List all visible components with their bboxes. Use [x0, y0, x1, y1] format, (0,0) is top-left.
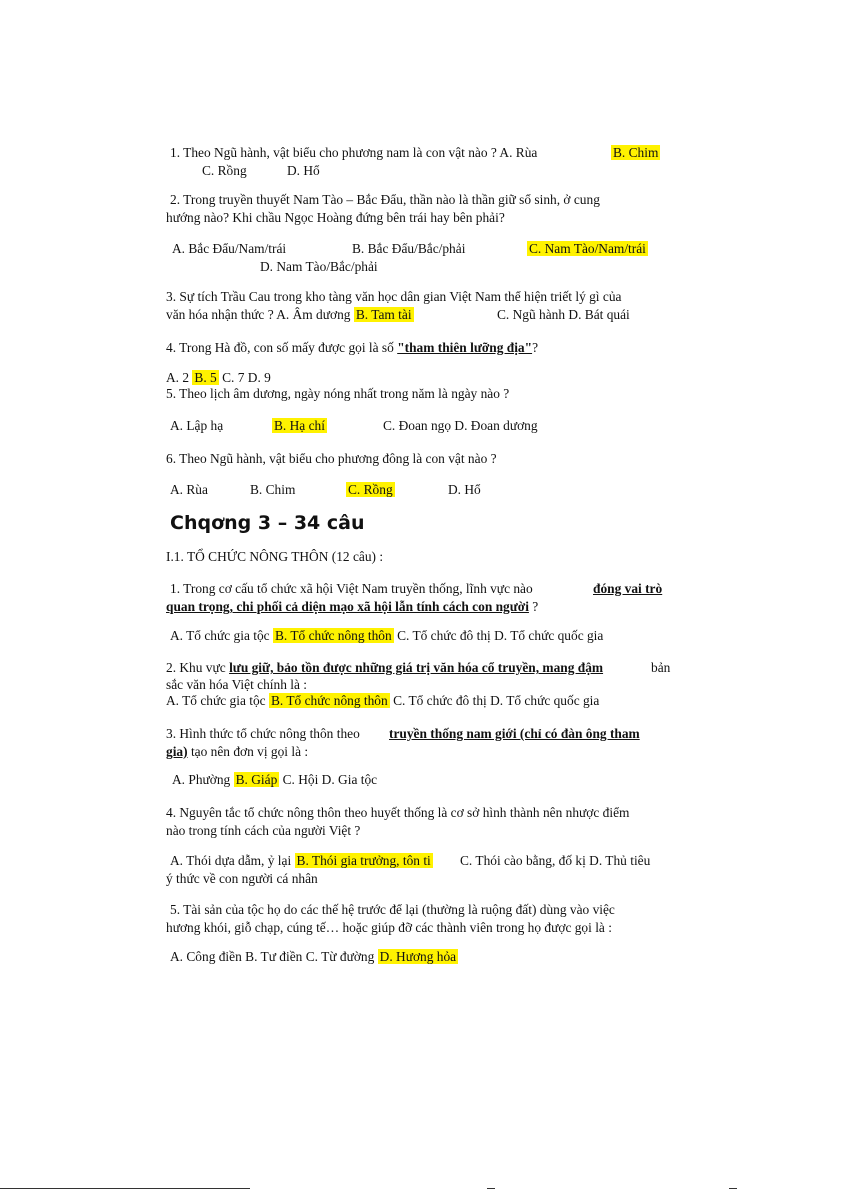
- question-3-line-2: [166, 306, 414, 324]
- option-rest: A. Công điền B. Tư điền C. Từ đường: [170, 949, 375, 964]
- option-d: D. Hổ: [448, 482, 481, 497]
- section-question-3-text: 3. Hình thức tổ chức nông thôn theo: [166, 726, 360, 741]
- section-question-4-line-2: [166, 822, 360, 840]
- question-2-option-b: [352, 240, 465, 258]
- option-rest: C. Hội D. Gia tộc: [282, 772, 378, 787]
- footer-mark: [487, 1188, 495, 1189]
- answer-highlight: B. Hạ chí: [274, 418, 325, 433]
- option-a: A. Lập hạ: [170, 418, 224, 433]
- section-question-5-options: [170, 948, 458, 966]
- option-a: A. Rùa: [170, 482, 208, 497]
- answer-highlight: B. Giáp: [235, 772, 278, 787]
- question-3-line-1: [166, 288, 621, 306]
- section-question-2-end: [651, 659, 670, 677]
- option-rest: C. 7 D. 9: [222, 370, 271, 385]
- section-question-2-text: 2. Khu vực: [166, 660, 226, 675]
- option-a: A. Tổ chức gia tộc: [166, 693, 266, 708]
- question-1-option-d: [287, 162, 320, 180]
- option-b: B. Bắc Đẩu/Bắc/phải: [352, 241, 466, 256]
- option-b: B. Chim: [250, 482, 296, 497]
- option-a: A. Thói dựa dẫm, ỷ lại: [170, 853, 292, 868]
- section-question-4-rest: [460, 852, 650, 870]
- emphasis: truyền thống nam giới (chỉ có đàn ông tham: [389, 726, 640, 741]
- section-question-3: [166, 725, 360, 743]
- question-2-answer: [527, 240, 648, 258]
- footer-mark: [729, 1188, 737, 1189]
- section-question-5-line-1: [170, 901, 615, 919]
- option-d: D. Nam Tào/Bắc/phải: [260, 259, 378, 274]
- section-question-5-line-2: [166, 919, 612, 937]
- option-rest: C. Tổ chức đô thị D. Tổ chức quốc gia: [393, 693, 600, 708]
- emphasis: lưu giữ, bảo tồn được những giá trị văn hóa cổ truyền, mang đậm: [229, 660, 604, 675]
- answer-highlight: B. Chim: [613, 145, 659, 160]
- section-question-4-text-2: nào trong tính cách của người Việt ?: [166, 823, 361, 838]
- question-5-answer: [272, 417, 327, 435]
- question-4: [166, 339, 538, 357]
- question-5-rest: [383, 417, 538, 435]
- answer-highlight: B. Tam tài: [355, 307, 412, 322]
- question-end: ?: [532, 599, 539, 614]
- question-1-text: 1. Theo Ngũ hành, vật biểu cho phương nam là con vật nào ? A. Rùa: [170, 145, 538, 160]
- emphasis: đóng vai trò: [593, 581, 663, 596]
- question-3-text-2: văn hóa nhận thức ? A. Âm dương: [166, 307, 351, 322]
- question-1: [170, 144, 537, 162]
- section-question-3-options: [172, 771, 377, 789]
- section-question-4-text: 4. Nguyên tắc tổ chức nông thôn theo huyết thống là cơ sở hình thành nên nhược điểm: [166, 805, 630, 820]
- question-end: tạo nên đơn vị gọi là :: [190, 744, 309, 759]
- question-1-options: [202, 162, 247, 180]
- question-6-option-b: [250, 481, 295, 499]
- section-question-2: [166, 659, 603, 677]
- footer-rule: [0, 1188, 250, 1189]
- answer-highlight: B. Tổ chức nông thôn: [270, 693, 388, 708]
- option-c: C. Rồng: [202, 163, 247, 178]
- question-5-option-a: [170, 417, 223, 435]
- section-question-5-text: 5. Tài sản của tộc họ do các thế hệ trước để lại (thường là ruộng đất) dùng vào việc: [170, 902, 615, 917]
- question-6-option-d: [448, 481, 481, 499]
- answer-highlight: B. Tổ chức nông thôn: [274, 628, 392, 643]
- section-question-1-emph-1: [593, 580, 662, 598]
- section-question-1-options: [170, 627, 603, 645]
- option-rest: C. Tổ chức đô thị D. Tổ chức quốc gia: [397, 628, 604, 643]
- section-question-1-text: 1. Trong cơ cấu tổ chức xã hội Việt Nam truyền thống, lĩnh vực nào: [170, 581, 533, 596]
- answer-highlight: B. Thói gia trưởng, tôn ti: [296, 853, 431, 868]
- answer-highlight: C. Rồng: [348, 482, 393, 497]
- section-title: [166, 548, 383, 566]
- question-1-answer: [611, 144, 660, 162]
- question-end: bản: [651, 660, 671, 675]
- section-title-text: I.1. TỔ CHỨC NÔNG THÔN (12 câu) :: [166, 549, 384, 564]
- option-rest: C. Thói cào bằng, đố kị D. Thủ tiêu: [460, 853, 651, 868]
- section-question-3-emph-1: [389, 725, 640, 743]
- question-3-text: 3. Sự tích Trầu Cau trong kho tàng văn học dân gian Việt Nam thể hiện triết lý gì của: [166, 289, 622, 304]
- option-a: A. Bắc Đẩu/Nam/trái: [172, 241, 287, 256]
- question-2-line-1: [170, 191, 600, 209]
- question-2-text: 2. Trong truyền thuyết Nam Tào – Bắc Đẩu, thần nào là thần giữ sổ sinh, ở cung: [170, 192, 600, 207]
- question-6: [166, 450, 497, 468]
- question-2-text-2: hướng nào? Khi chầu Ngọc Hoàng đứng bên trái hay bên phải?: [166, 210, 505, 225]
- question-6-text: 6. Theo Ngũ hành, vật biểu cho phương đông là con vật nào ?: [166, 451, 497, 466]
- question-5: [166, 385, 509, 403]
- question-2-option-d: [260, 258, 378, 276]
- question-4-emphasis: "tham thiên lưỡng địa": [397, 340, 533, 355]
- section-question-1: [170, 580, 533, 598]
- question-6-answer: [346, 481, 395, 499]
- emphasis: gia): [166, 744, 188, 759]
- question-6-option-a: [170, 481, 208, 499]
- section-question-2-text-2: sắc văn hóa Việt chính là :: [166, 677, 307, 692]
- section-question-4-options: [170, 852, 433, 870]
- answer-highlight: B. 5: [194, 370, 217, 385]
- option-rest-continued: ý thức về con người cá nhân: [166, 871, 318, 886]
- emphasis: quan trọng, chi phối cả diện mạo xã hội lẫn tính cách con người: [166, 599, 529, 614]
- chapter-heading: Chqơng 3 – 34 câu: [170, 512, 365, 534]
- option-rest: C. Đoan ngọ D. Đoan dương: [383, 418, 538, 433]
- question-2-option-a: [172, 240, 286, 258]
- section-question-1-line-2: [166, 598, 538, 616]
- answer-highlight: C. Nam Tào/Nam/trái: [529, 241, 646, 256]
- question-3-options: C. Ngũ hành D. Bát quái: [497, 307, 630, 322]
- section-question-3-line-2: [166, 743, 308, 761]
- section-question-5-text-2: hương khói, giỗ chạp, cúng tế… hoặc giúp đỡ các thành viên trong họ được gọi là :: [166, 920, 612, 935]
- option-a: A. Tổ chức gia tộc: [170, 628, 270, 643]
- option-a: A. 2: [166, 370, 190, 385]
- answer-highlight: D. Hương hỏa: [379, 949, 457, 964]
- option-a: A. Phường: [172, 772, 231, 787]
- question-4-text: 4. Trong Hà đồ, con số mấy được gọi là số: [166, 340, 394, 355]
- section-question-2-options: [166, 692, 599, 710]
- option-d: D. Hổ: [287, 163, 320, 178]
- question-4-end: ?: [532, 340, 539, 355]
- question-3-rest: [497, 306, 630, 324]
- section-question-4-line-1: [166, 804, 629, 822]
- question-5-text: 5. Theo lịch âm dương, ngày nóng nhất trong năm là ngày nào ?: [166, 386, 510, 401]
- question-2-line-2: [166, 209, 505, 227]
- section-question-4-line-end: [166, 870, 318, 888]
